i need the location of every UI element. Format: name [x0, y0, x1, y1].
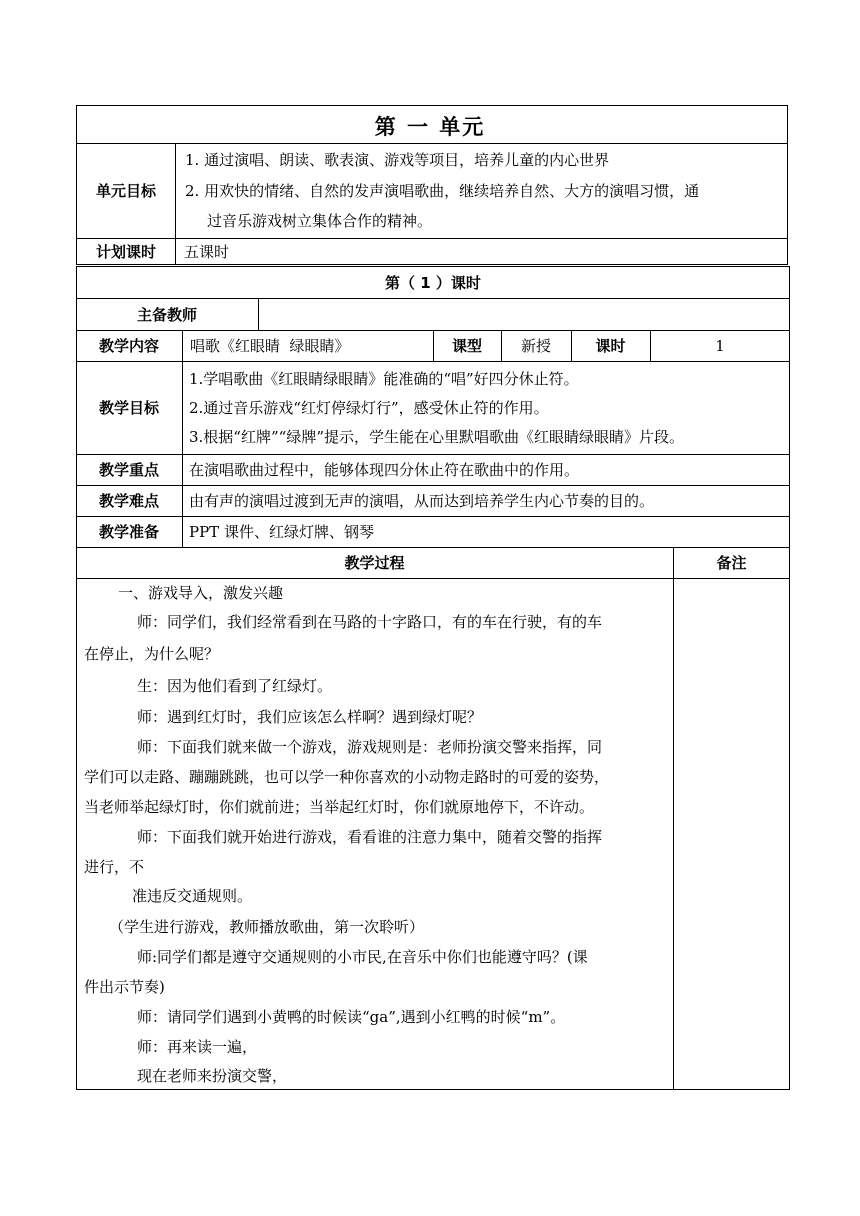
key-points-label: 教学重点 [98, 461, 159, 479]
unit-goal-2-cont: 过音乐游戏树立集体合作的精神。 [207, 212, 433, 230]
process-line: （学生进行游戏，教师播放歌曲，第一次聆听） [109, 918, 425, 936]
lesson-type-value: 新授 [520, 337, 551, 355]
hours-value: 1 [715, 337, 725, 355]
process-line: 师:同学们都是遵守交通规则的小市民,在音乐中你们也能遵守吗？(课 [137, 948, 588, 966]
process-line: 当老师举起绿灯时，你们就前进；当举起红灯时，你们就原地停下，不许动。 [84, 798, 595, 816]
unit-title: 第 一 单元 [374, 114, 486, 139]
process-line: 生：因为他们看到了红绿灯。 [137, 677, 333, 695]
process-line: 件出示节奏) [84, 978, 165, 996]
difficulties-label: 教学难点 [98, 492, 159, 510]
preparation-value: PPT 课件、红绿灯牌、钢琴 [189, 523, 374, 541]
process-line: 师：同学们，我们经常看到在马路的十字路口，有的车在行驶，有的车 [137, 613, 603, 631]
process-line: 师：下面我们就来做一个游戏，游戏规则是：老师扮演交警来指挥，同 [137, 738, 603, 756]
process-line: 进行，不 [84, 858, 145, 876]
lesson-number-title: 第（ 1 ）课时 [385, 274, 481, 292]
objectives-label: 教学目标 [98, 399, 159, 417]
process-line: 师：请同学们遇到小黄鸭的时候读“ga”,遇到小红鸭的时候“m”。 [137, 1008, 566, 1026]
objective-1: 1.学唱歌曲《红眼睛绿眼睛》能准确的“唱”好四分休止符。 [189, 370, 579, 388]
preparation-label: 教学准备 [98, 523, 159, 541]
process-header: 教学过程 [344, 554, 405, 572]
planned-hours-label: 计划课时 [95, 243, 156, 261]
objective-2: 2.通过音乐游戏“红灯停绿灯行”，感受休止符的作用。 [189, 399, 549, 417]
notes-header: 备注 [716, 554, 747, 572]
process-line: 一、游戏导入，激发兴趣 [118, 584, 284, 602]
unit-goals-label: 单元目标 [95, 182, 156, 200]
process-line: 在停止，为什么呢？ [84, 645, 220, 663]
content-label: 教学内容 [98, 337, 159, 355]
process-line: 现在老师来扮演交警， [137, 1067, 288, 1085]
unit-goal-1: 1. 通过演唱、朗读、歌表演、游戏等项目，培养儿童的内心世界 [185, 151, 610, 169]
content-value: 唱歌《红眼睛 绿眼睛》 [190, 337, 350, 355]
hours-label: 课时 [595, 337, 626, 355]
objective-3: 3.根据“红牌”“绿牌”提示，学生能在心里默唱歌曲《红眼睛绿眼睛》片段。 [189, 428, 684, 446]
planned-hours-value: 五课时 [184, 243, 230, 261]
difficulties-value: 由有声的演唱过渡到无声的演唱，从而达到培养学生内心节奏的目的。 [189, 492, 655, 510]
process-line: 师：下面我们就开始进行游戏，看看谁的注意力集中，随着交警的指挥 [137, 828, 603, 846]
key-points-value: 在演唱歌曲过程中，能够体现四分休止符在歌曲中的作用。 [189, 461, 580, 479]
unit-goal-2: 2. 用欢快的情绪、自然的发声演唱歌曲，继续培养自然、大方的演唱习惯，通 [185, 182, 700, 200]
lead-teacher-label: 主备教师 [136, 306, 197, 324]
process-line: 师：遇到红灯时，我们应该怎么样啊？遇到绿灯呢？ [137, 708, 483, 726]
lesson-type-label: 课型 [451, 337, 482, 355]
process-line: 师：再来读一遍， [137, 1038, 258, 1056]
process-line: 学们可以走路、蹦蹦跳跳，也可以学一种你喜欢的小动物走路时的可爱的姿势， [84, 768, 610, 786]
process-line: 准违反交通规则。 [132, 887, 253, 905]
